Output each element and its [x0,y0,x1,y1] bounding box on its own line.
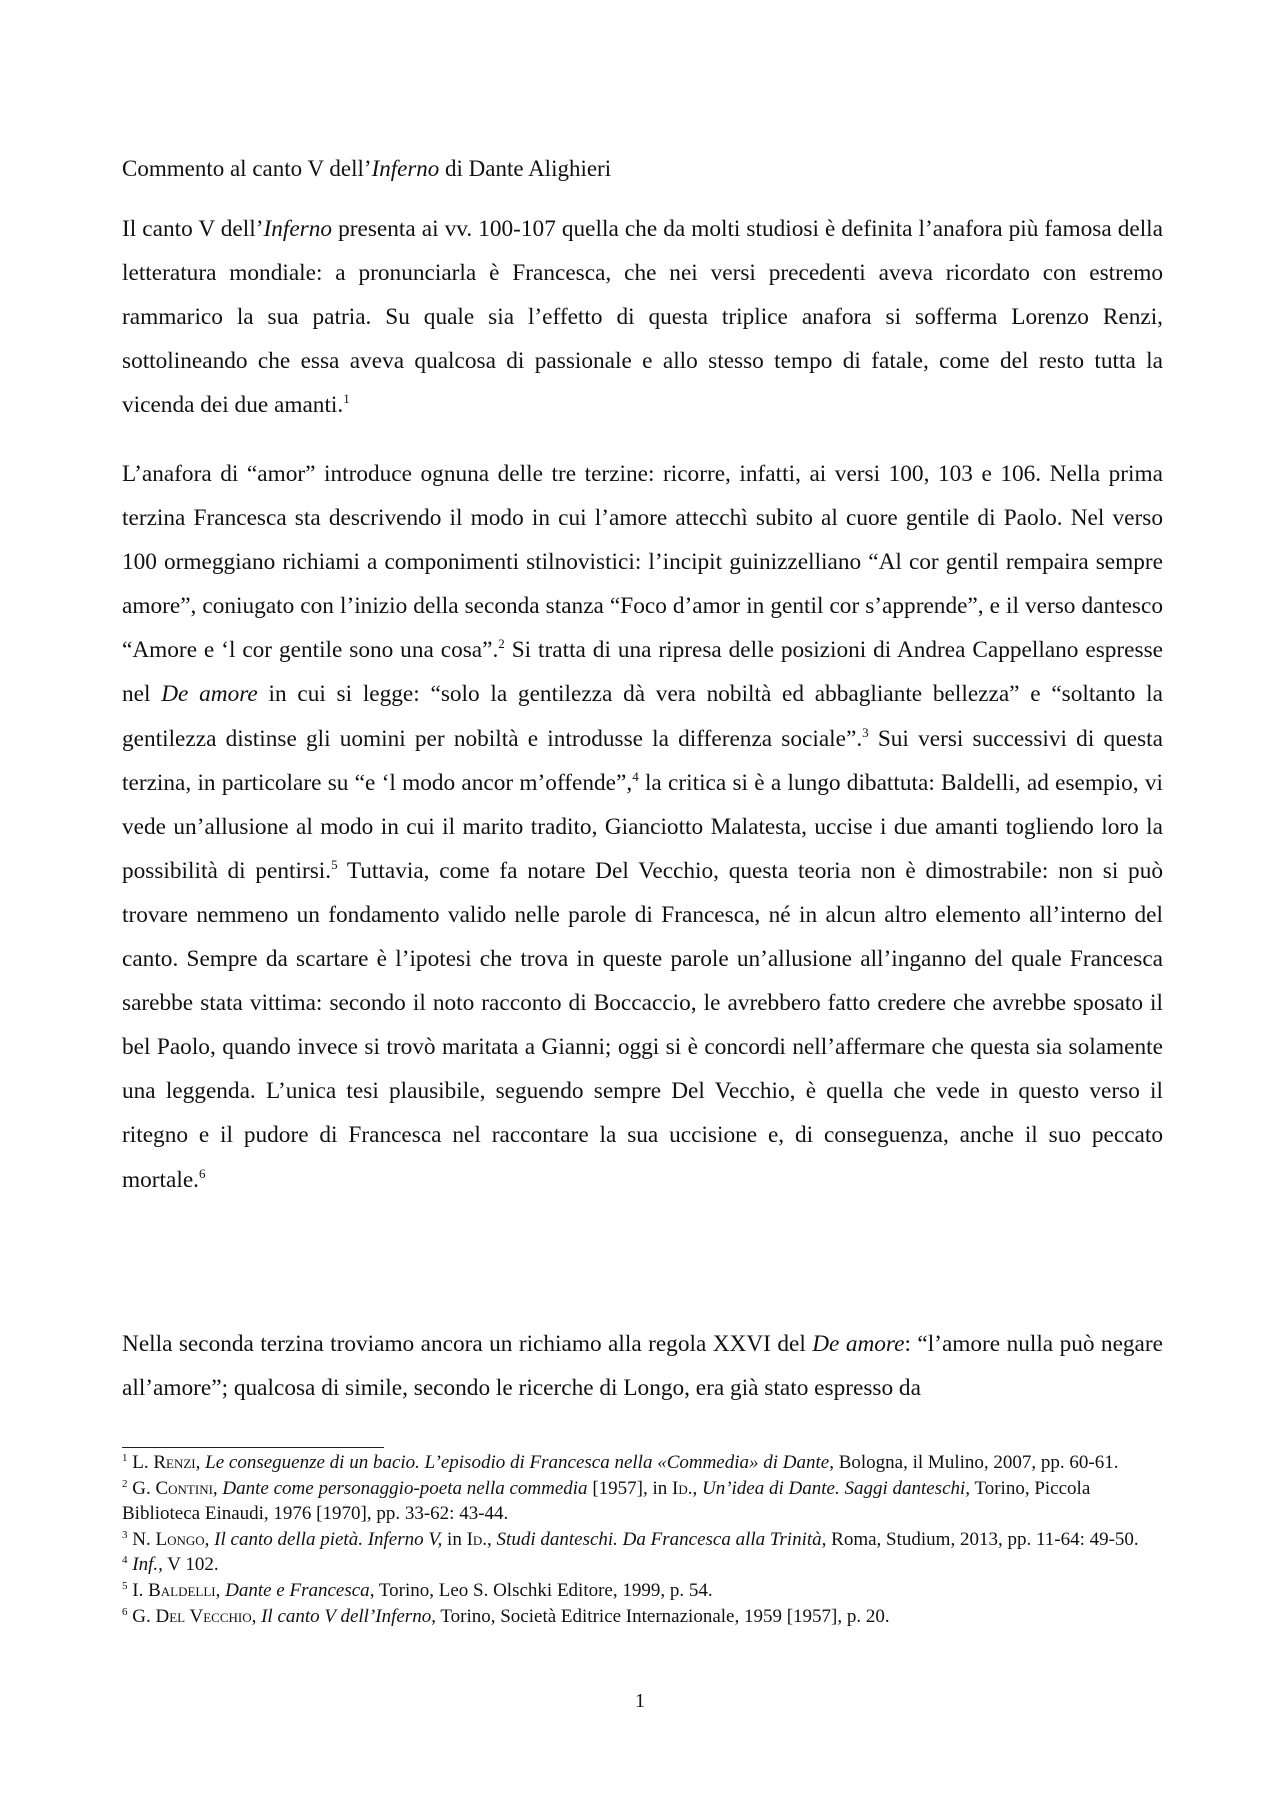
footnote-3: $^3$ N. Longo, Il canto della pietà. Inferno V, in Id., Studi danteschi. Da Francesca alla Trinità, Roma, Studium, 2013, pp. 11-64: 49-50. [122,1528,1139,1550]
footnote-ref-5: 5 [331,856,338,872]
footnote-ref-1: 1 [343,391,350,407]
footnote-ref-2: 2 [498,636,505,652]
footnote-6: $^6$ G. Del Vecchio, Il canto V dell’Inferno, Torino, Società Editrice Internazionale, 1959 [1957], p. 20. [122,1605,890,1627]
footnote-2: $^2$ G. Contini, Dante come personaggio-poeta nella commedia [1957], in Id., Un’idea di Dante. Saggi danteschi, Torino, Piccola Biblioteca Einaudi, 1976 [1970], pp. 33-62: 43-44. [122,1477,1091,1525]
paragraph-1: Il canto V dell’Inferno presenta ai vv. 100-107 quella che da molti studiosi è definita l’anafora più famosa della letteratura mondiale: a pronunciarla è Francesca, che nei versi precedenti aveva ricordato con estremo rammarico la sua patria. Su quale sia l’effetto di questa triplice anafora si sofferma Lorenzo Renzi, sottolineando che essa aveva qualcosa di passionale e allo stesso tempo di fatale, come del resto tutta la vicenda dei due amanti.$^1$ [122,216,1163,419]
paragraph-2: L’anafora di “amor” introduce ognuna delle tre terzine: ricorre, infatti, ai versi 100, 103 e 106. Nella prima terzina Francesca sta descrivendo il modo in cui l’amore attecchì subito al cuore gentile di Paolo. Nel verso 100 ormeggiano richiami a componimenti stilnovistici: l’incipit guinizzelliano “Al cor gentil rempaira sempre amore”, coniugato con l’inizio della seconda stanza “Foco d’amor in gentil cor s’apprende”, e il verso dantesco “Amore e ‘l cor gentile sono una cosa”.$^2$ Si tratta di una ripresa delle posizioni di Andrea Cappellano espresse nel De amore in cui si legge: “solo la gentilezza dà vera nobiltà ed abbagliante bellezza” e “soltanto la gentilezza distinse gli uomini per nobiltà e introdusse la differenza sociale”.$^3$ Sui versi successivi di questa terzina, in particolare su “e ‘l modo ancor m’offende”,$^4$ la critica si è a lungo dibattuta: Baldelli, ad esempio, vi vede un’allusione al modo in cui il marito tradito, Gianciotto Malatesta, uccise i due amanti togliendo loro la possibilità di pentirsi.$^5$ Tuttavia, come fa notare Del Vecchio, questa teoria non è dimostrabile: non si può trovare nemmeno un fondamento valido nelle parole di Francesca, né in alcun altro elemento all’interno del canto. Sempre da scartare è l’ipotesi che trova in queste parole un’allusione all’inganno del quale Francesca sarebbe stata vittima: secondo il noto racconto di Boccaccio, le avrebbero fatto credere che avrebbe sposato il bel Paolo, quando invece si trovò maritata a Gianni; oggi si è concordi nell’affermare che questa sia solamente una leggenda. L’unica tesi plausibile, seguendo sempre Del Vecchio, è quella che vede in questo verso il ritegno e il pudore di Francesca nel raccontare la sua uccisione e, di conseguenza, anche il suo peccato mortale.$^6$ [122,461,1163,1193]
footnote-5: $^5$ I. Baldelli, Dante e Francesca, Torino, Leo S. Olschki Editore, 1999, p. 54. [122,1579,713,1601]
footnotes [122,1450,1163,1629]
page-number: 1 [635,1690,645,1712]
footnote-ref-6: 6 [198,1165,206,1181]
title-work: Inferno [371,156,440,181]
document-title: Commento al canto V dell’Inferno di Dante Alighieri [122,156,612,181]
footnote-ref-3: 3 [862,724,869,740]
footnote-1: $^1$ L. Renzi, Le conseguenze di un bacio. L’episodio di Francesca nella «Commedia» di Dante, Bologna, il Mulino, 2007, pp. 60-61. [122,1452,1119,1473]
footnote-4: $^4$ Inf., V 102. [122,1554,219,1576]
footnote-ref-4: 4 [632,768,639,784]
footnote-separator [122,1447,384,1448]
paragraph-3: Nella seconda terzina troviamo ancora un richiamo alla regola XXVI del De amore: “l’amore nulla può negare all’amore”; qualcosa di simile, secondo le ricerche di Longo, era già stato espresso da [122,1331,1163,1402]
